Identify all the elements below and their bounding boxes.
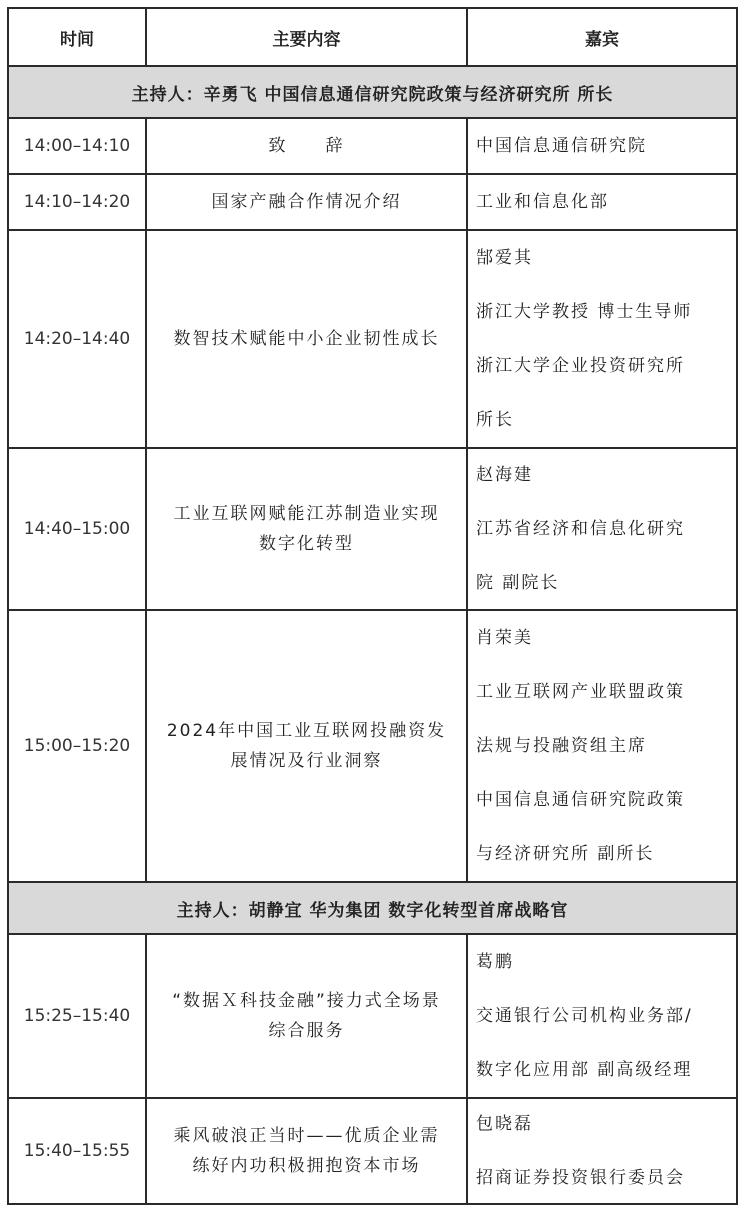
row-topic [146,1098,467,1204]
guest-line: 所长 [476,409,514,430]
topic-line: 练好内功积极拥抱资本市场 [192,1156,421,1176]
guest-line: 招商证券投资银行委员会 [476,1167,685,1188]
guest-line: 院 副院长 [476,572,560,593]
topic-line: 综合服务 [268,1021,345,1041]
guest-line: 数字化应用部 副高级经理 [476,1059,693,1080]
header-guest: 嘉宾 [467,8,737,66]
topic-line: 2024年中国工业互联网投融资发 [166,721,447,741]
host-2-text: 主持人：胡静宜 华为集团 数字化转型首席战略官 [8,882,737,934]
guest-line: 与经济研究所 副所长 [476,843,655,864]
guest-line: 中国信息通信研究院 [476,135,647,156]
row-guest [467,934,737,1098]
row-topic [146,118,467,174]
guest-line: 法规与投融资组主席 [476,735,647,756]
topic-line: 国家产融合作情况介绍 [211,192,402,212]
guest-line: 中国信息通信研究院政策 [476,789,685,810]
table-row [8,174,737,230]
topic-line: 数智技术赋能中小企业韧性成长 [173,329,440,349]
topic-line: 乘风破浪正当时——优质企业需 [173,1126,440,1146]
guest-line: 江苏省经济和信息化研究 [476,518,685,539]
guest-line: 工业和信息化部 [476,191,609,212]
table-row [8,934,737,1098]
host-1-text: 主持人：辛勇飞 中国信息通信研究院政策与经济研究所 所长 [8,66,737,118]
topic-line: 数字化转型 [259,534,354,554]
row-topic [146,448,467,610]
row-guest [467,230,737,448]
row-time: 14:00–14:10 [8,118,146,174]
host-row-1 [8,66,737,118]
row-time: 14:10–14:20 [8,174,146,230]
row-guest [467,1098,737,1204]
topic-line: “数据Ｘ科技金融”接力式全场景 [172,991,441,1011]
topic-line: 展情况及行业洞察 [230,751,383,771]
table-row [8,118,737,174]
table-row [8,230,737,448]
row-topic [146,610,467,882]
header-time: 时间 [8,8,146,66]
header-row [8,8,737,66]
guest-line: 包晓磊 [476,1113,533,1134]
row-time: 15:00–15:20 [8,610,146,882]
guest-line: 赵海建 [476,464,533,485]
row-time: 14:20–14:40 [8,230,146,448]
host-row-2 [8,882,737,934]
row-time: 14:40–15:00 [8,448,146,610]
topic-line: 致 辞 [268,136,345,156]
topic-line: 工业互联网赋能江苏制造业实现 [173,504,440,524]
table-row [8,610,737,882]
row-time: 15:25–15:40 [8,934,146,1098]
row-topic [146,230,467,448]
row-time: 15:40–15:55 [8,1098,146,1204]
table-row [8,1098,737,1204]
guest-line: 交通银行公司机构业务部/ [476,1005,693,1026]
guest-line: 郜爱其 [476,247,533,268]
agenda-table [7,7,738,1205]
table-row [8,448,737,610]
row-guest [467,174,737,230]
guest-line: 浙江大学教授 博士生导师 [476,301,693,322]
row-topic [146,934,467,1098]
row-guest [467,448,737,610]
row-topic [146,174,467,230]
header-content: 主要内容 [146,8,467,66]
guest-line: 工业互联网产业联盟政策 [476,681,685,702]
guest-line: 浙江大学企业投资研究所 [476,355,685,376]
row-guest [467,610,737,882]
row-guest [467,118,737,174]
guest-line: 葛鹏 [476,951,514,972]
guest-line: 肖荣美 [476,627,533,648]
